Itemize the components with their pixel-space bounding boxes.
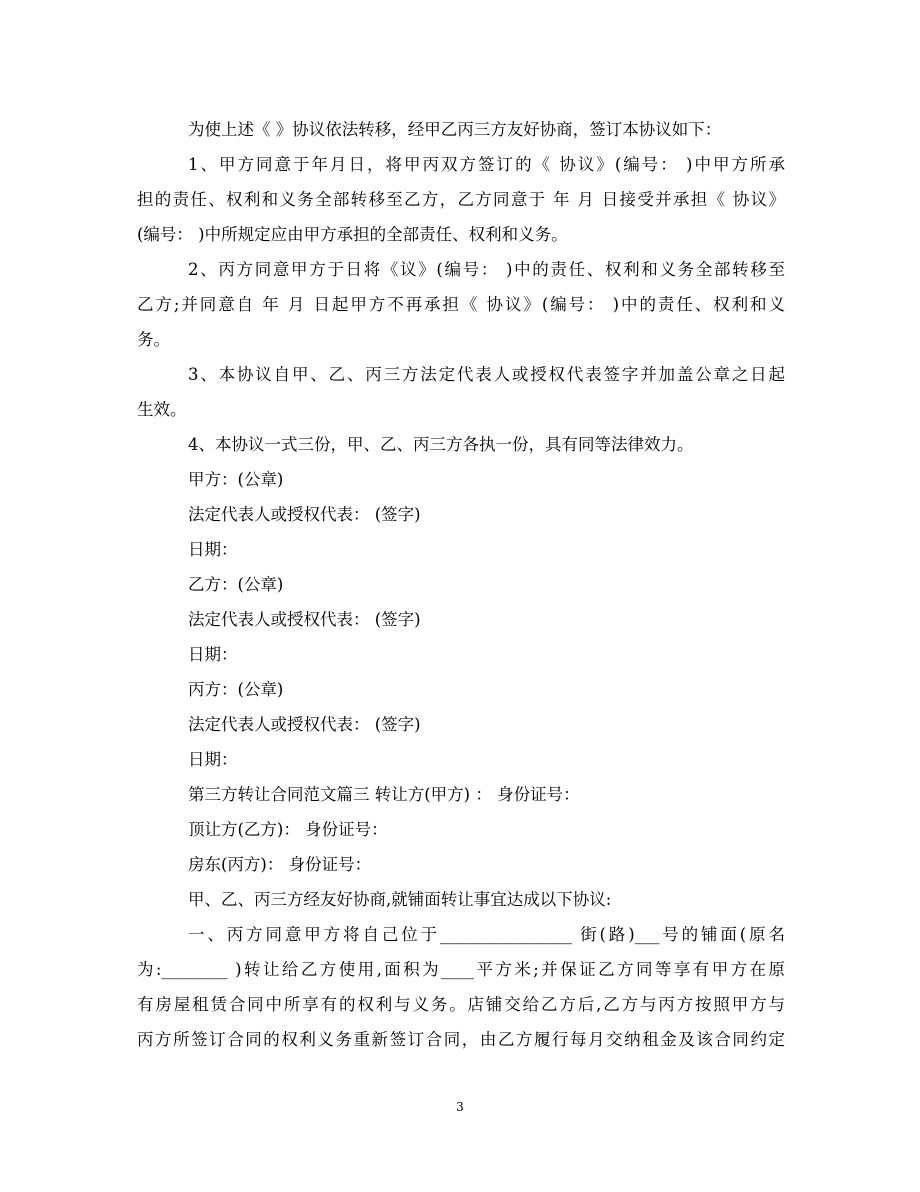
- article-1-line-3: 有房屋租赁合同中所享有的权利与义务。店铺交给乙方后,乙方与丙方按照甲方与: [137, 995, 785, 1014]
- article-1-line-4: 丙方所签订合同的权利义务重新签订合同，由乙方履行每月交纳租金及该合同约定: [137, 1030, 785, 1049]
- clause-2-line-2: 乙方;并同意自 年 月 日起甲方不再承担《 协议》(编号： )中的责任、权利和义: [137, 295, 785, 314]
- clause-1-line-3: (编号： )中所规定应由甲方承担的全部责任、权利和义务。: [137, 225, 568, 244]
- transferee-line: 顶让方(乙方)： 身份证号：: [188, 820, 388, 839]
- section-heading-transferor: 第三方转让合同范文篇三 转让方(甲方) ： 身份证号：: [188, 785, 580, 804]
- clause-4: 4、本协议一式三份，甲、乙、丙三方各执一份，具有同等法律效力。: [188, 435, 694, 454]
- party-b-seal: 乙方：(公章): [188, 575, 284, 594]
- party-c-signature: 法定代表人或授权代表： (签字): [188, 715, 421, 734]
- intro-paragraph: 为使上述《 》协议依法转移，经甲乙丙三方友好协商，签订本协议如下：: [188, 120, 722, 139]
- article-1-line-2: 为:________ )转让给乙方使用,面积为____平方米;并保证乙方同等享有甲方在原: [137, 960, 785, 979]
- clause-3-line-2: 生效。: [137, 400, 187, 419]
- clause-2-line-1: 2、丙方同意甲方于日将《议》(编号： )中的责任、权利和义务全部转移至: [188, 260, 785, 279]
- page-number: 3: [456, 1100, 464, 1114]
- party-c-date: 日期：: [188, 750, 238, 769]
- party-a-date: 日期：: [188, 540, 238, 559]
- clause-3-line-1: 3、本协议自甲、乙、丙三方法定代表人或授权代表签字并加盖公章之日起: [188, 365, 785, 384]
- clause-2-line-3: 务。: [137, 330, 170, 349]
- party-b-signature: 法定代表人或授权代表： (签字): [188, 610, 421, 629]
- landlord-line: 房东(丙方)： 身份证号：: [188, 855, 372, 874]
- clause-1-line-2: 担的责任、权利和义务全部转移至乙方，乙方同意于 年 月 日接受并承担《 协议》: [137, 190, 785, 209]
- clause-1-line-1: 1、甲方同意于年月日，将甲丙双方签订的《 协议》(编号： )中甲方所承: [188, 155, 785, 174]
- agreement-intro: 甲、乙、丙三方经友好协商,就铺面转让事宜达成以下协议:: [188, 890, 612, 909]
- party-c-seal: 丙方：(公章): [188, 680, 284, 699]
- article-1-line-1: 一、丙方同意甲方将自己位于________________ 街(路)___号的铺面(原名: [188, 925, 785, 944]
- party-b-date: 日期：: [188, 645, 238, 664]
- party-a-seal: 甲方：(公章): [188, 470, 284, 489]
- document-body: [137, 112, 785, 1057]
- party-a-signature: 法定代表人或授权代表： (签字): [188, 505, 421, 524]
